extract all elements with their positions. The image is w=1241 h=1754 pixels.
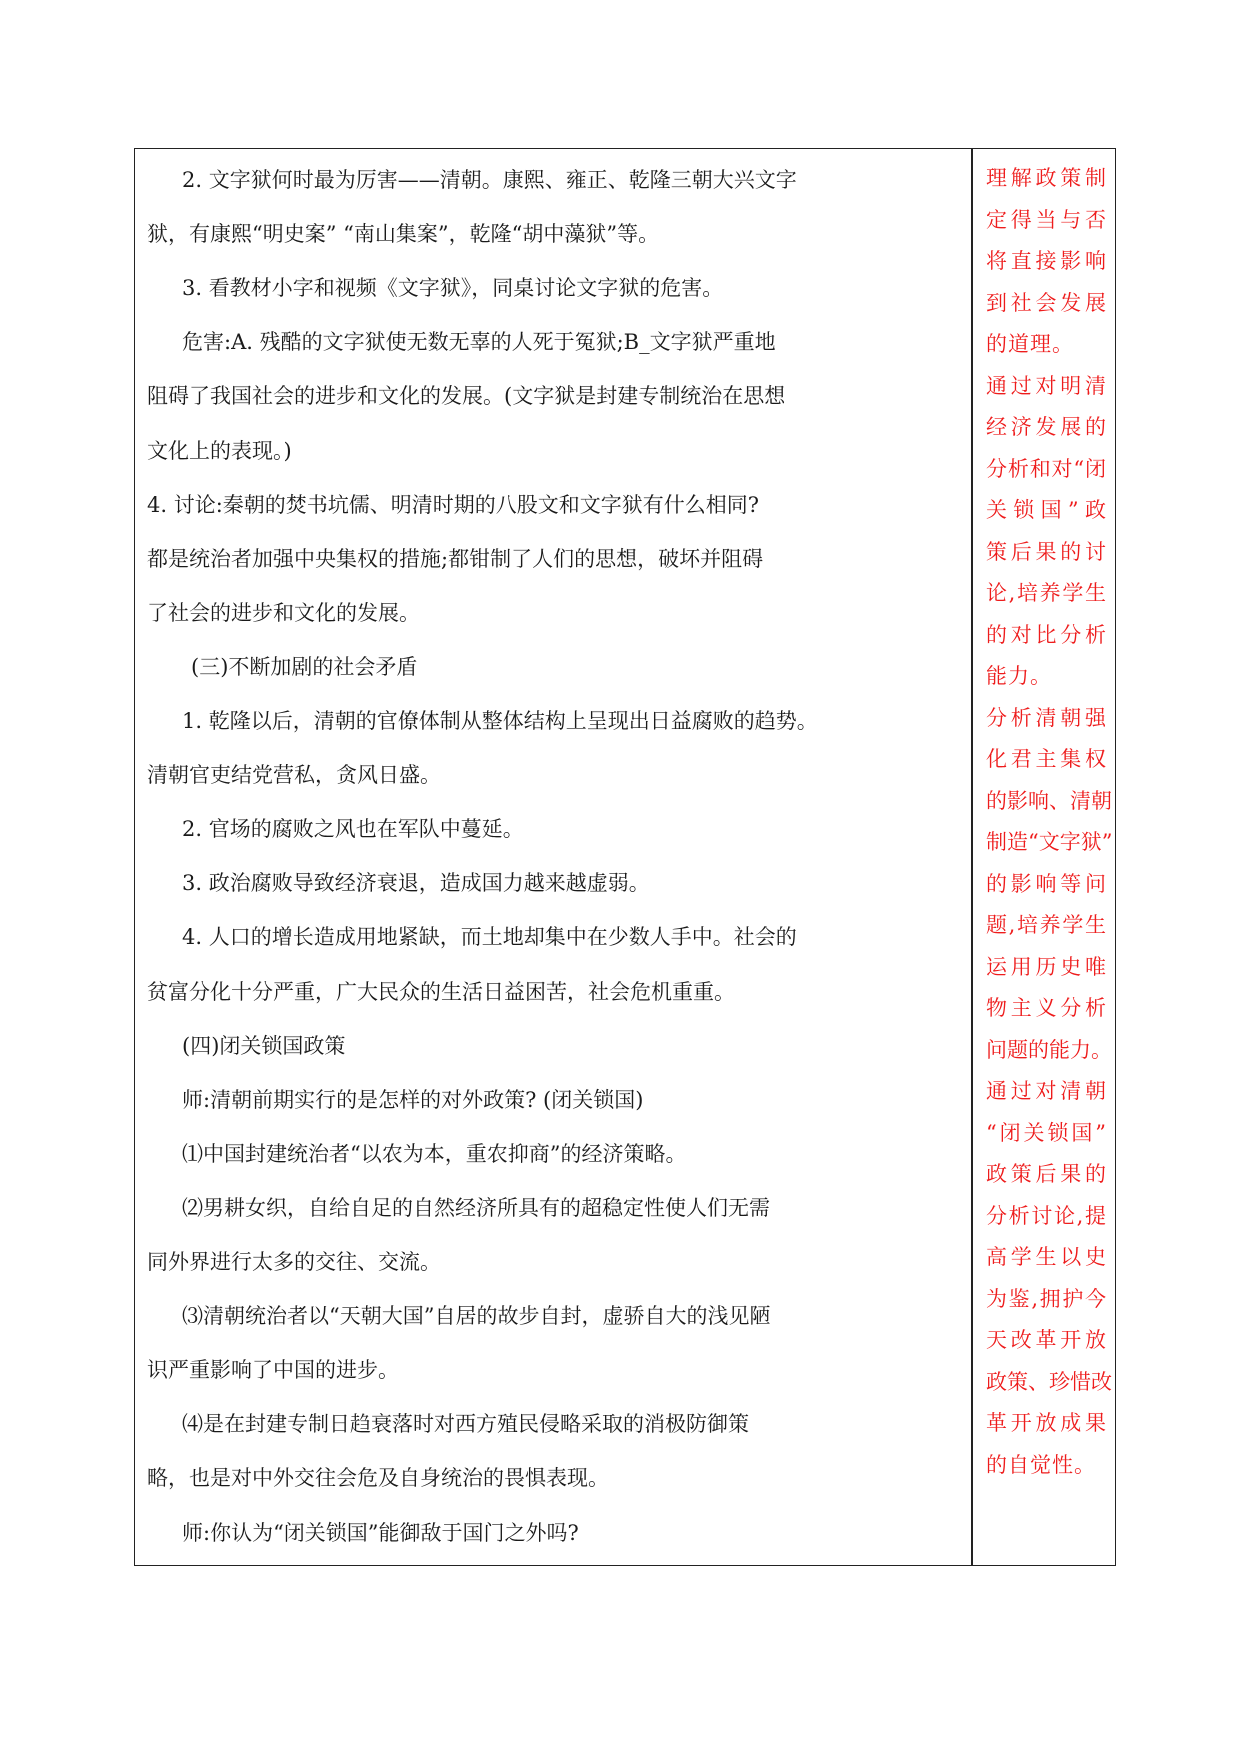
body-text-line: 阻碍了我国社会的进步和文化的发展。(文字狱是封建专制统治在思想 (147, 384, 786, 409)
body-text-line: 2. 文字狱何时最为厉害——清朝。康熙、雍正、乾隆三朝大兴文字 (182, 168, 797, 192)
teaching-note-line: 的自觉性。 (986, 1452, 1096, 1477)
body-text-line: (三)不断加剧的社会矛盾 (191, 654, 418, 679)
body-text-line: 狱，有康熙“明史案” “南山集案”，乾隆“胡中藻狱”等。 (147, 222, 660, 247)
body-text-line: 师:你认为“闭关锁国”能御敌于国门之外吗? (182, 1520, 579, 1545)
teaching-note-line: 化君主集权 (986, 747, 1106, 771)
body-text-line: (四)闭关锁国政策 (182, 1033, 346, 1058)
body-text-line: 识严重影响了中国的进步。 (147, 1358, 399, 1383)
teaching-note-line: 政策后果的 (986, 1162, 1106, 1186)
teaching-note-line: 关锁国”政 (986, 498, 1106, 522)
teaching-note-line: 定得当与否 (986, 207, 1106, 232)
teaching-note-line: 为鉴,拥护今 (986, 1286, 1106, 1311)
body-text-line: ⑶清朝统治者以“天朝大国”自居的故步自封，虚骄自大的浅见陋 (182, 1304, 771, 1329)
teaching-note-line: 分析和对“闭 (986, 456, 1106, 481)
teaching-note-line: 的对比分析 (986, 622, 1106, 647)
body-text-line: 贫富分化十分严重，广大民众的生活日益困苦，社会危机重重。 (147, 979, 735, 1004)
teaching-note-line: 问题的能力。 (986, 1037, 1112, 1062)
teaching-note-line: 的影响、清朝 (986, 788, 1112, 813)
body-text-line: 略，也是对中外交往会危及自身统治的畏惧表现。 (147, 1466, 609, 1491)
body-text-line: 3. 看教材小字和视频《文字狱》，同桌讨论文字狱的危害。 (182, 276, 724, 301)
teaching-note-line: 制造“文字狱” (986, 830, 1113, 854)
teaching-note-line: 的影响等问 (986, 871, 1106, 896)
teaching-note-line: 政策、珍惜改 (986, 1369, 1112, 1394)
teaching-note-line: 理解政策制 (986, 166, 1106, 190)
body-text-line: 危害:A. 残酷的文字狱使无数无辜的人死于冤狱;B_文字狱严重地 (182, 330, 776, 355)
teaching-note-line: 的道理。 (986, 332, 1074, 356)
body-text-line: 2. 官场的腐败之风也在军队中蔓延。 (182, 817, 524, 842)
teaching-note-line: 题,培养学生 (986, 913, 1106, 937)
table-frame (134, 148, 1116, 1566)
body-text-line: 师:清朝前期实行的是怎样的对外政策? (闭关锁国) (182, 1087, 644, 1112)
teaching-note-line: 论,培养学生 (986, 581, 1106, 605)
teaching-note-line: 能力。 (986, 664, 1052, 688)
teaching-note-line: 分析清朝强 (986, 705, 1106, 730)
body-text-line: 了社会的进步和文化的发展。 (147, 600, 420, 625)
teaching-note-line: 革开放成果 (986, 1411, 1106, 1435)
body-text-line: ⑷是在封建专制日趋衰落时对西方殖民侵略采取的消极防御策 (182, 1412, 749, 1437)
teaching-note-line: 高学生以史 (986, 1245, 1106, 1269)
body-text-line: 都是统治者加强中央集权的措施;都钳制了人们的思想，破坏并阻碍 (147, 546, 764, 571)
body-text-line: 文化上的表现。) (147, 438, 292, 463)
column-divider (971, 148, 973, 1566)
body-text-line: 4. 人口的增长造成用地紧缺，而土地却集中在少数人手中。社会的 (182, 925, 797, 950)
teaching-note-line: “闭关锁国” (986, 1120, 1106, 1145)
body-text-line: 同外界进行太多的交往、交流。 (147, 1250, 441, 1274)
teaching-note-line: 经济发展的 (986, 415, 1106, 439)
body-text-line: 3. 政治腐败导致经济衰退，造成国力越来越虚弱。 (182, 871, 650, 896)
teaching-note-line: 天改革开放 (986, 1328, 1106, 1352)
body-text-line: ⑴中国封建统治者“以农为本，重农抑商”的经济策略。 (182, 1141, 687, 1166)
body-text-line: ⑵男耕女织，自给自足的自然经济所具有的超稳定性使人们无需 (182, 1195, 770, 1220)
body-text-line: 清朝官吏结党营私，贪风日盛。 (147, 763, 441, 788)
teaching-note-line: 物主义分析 (986, 996, 1106, 1020)
teaching-note-line: 运用历史唯 (986, 954, 1106, 979)
body-text-line: 4. 讨论:秦朝的焚书坑儒、明清时期的八股文和文字狱有什么相同? (147, 492, 760, 517)
teaching-note-line: 到社会发展 (986, 290, 1106, 315)
teaching-note-line: 将直接影响 (986, 249, 1106, 273)
body-text-line: 1. 乾隆以后，清朝的官僚体制从整体结构上呈现出日益腐败的趋势。 (182, 709, 818, 733)
teaching-note-line: 策后果的讨 (986, 539, 1106, 564)
teaching-note-line: 通过对明清 (986, 373, 1106, 398)
teaching-note-line: 通过对清朝 (986, 1079, 1106, 1103)
teaching-note-line: 分析讨论,提 (986, 1203, 1106, 1228)
